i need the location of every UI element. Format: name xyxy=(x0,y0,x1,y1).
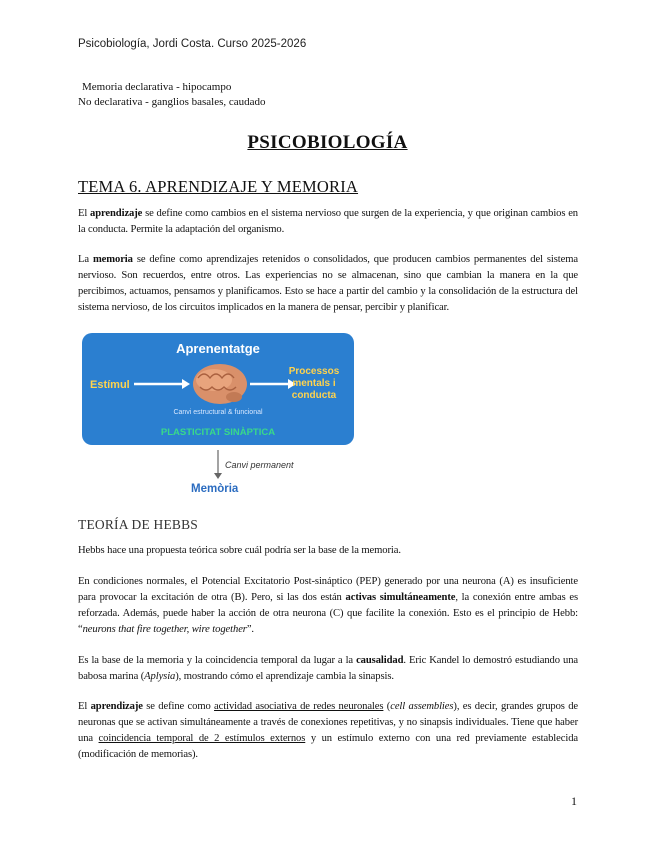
note-line-1: Memoria declarativa - hipocampo xyxy=(82,81,232,93)
diagram-plasticity-label: PLASTICITAT SINÀPTICA xyxy=(160,427,276,438)
page-title: PSICOBIOLOGÍA xyxy=(247,132,408,153)
paragraph-aprendizaje-asociativo: El aprendizaje se define como actividad asociativa de redes neuronales (cell assemblies), es decir, grandes grupos de neuronas que se activan simultáneamente a través de conexiones repetitivas, y no sinapsis individuales. Tiene que haber una coincidencia temporal de 2 estímulos externos y un estímulo externo con una red previamente establecida (modificación de memorias). xyxy=(78,701,579,760)
diagram-input-label: Estímul xyxy=(90,379,130,391)
paragraph-pep: En condiciones normales, el Potencial Excitatorio Post-sináptico (PEP) generado por una neurona (A) es insuficiente para provocar la excitación de otra (B). Pero, si las dos están activas simultáneamente, la conexión entre ambas es reforzada. Además, puede haber la acción de otra neurona (C) que facilite la conexión. Esto es el principio de Hebb: “neurons that fire together, wire together”. xyxy=(78,576,579,635)
notes xyxy=(78,80,266,110)
paragraph-hebbs-intro: Hebbs hace una propuesta teórica sobre cuál podría ser la base de la memoria. xyxy=(78,545,401,556)
learning-diagram xyxy=(82,333,354,498)
arrow-down-icon xyxy=(82,333,354,498)
diagram-title: Aprenentatge xyxy=(176,341,260,356)
paragraph-memoria: La memoria se define como aprendizajes retenidos o consolidados, que producen cambios permanentes del sistema nervioso. Son recuerdos, entre otros. Las experiencias no se almacenan, sino que cambian la manera en la que percibimos, actuamos, pensamos y planificamos. Esto se hace a partir del cambio y la consolidación de la estructura del sistema nervioso, de los circuitos implicados en la manera de pensar, percibir y planificar. xyxy=(78,254,578,313)
note-line-2: No declarativa - ganglios basales, caudado xyxy=(78,96,266,108)
diagram-output-label: Processos mentals i conducta xyxy=(288,366,340,401)
hebbs-heading: TEORÍA DE HEBBS xyxy=(78,517,199,532)
section-title: TEMA 6. APRENDIZAJE Y MEMORIA xyxy=(78,177,359,196)
diagram-memory-label: Memòria xyxy=(191,483,239,495)
paragraph-causalidad: Es la base de la memoria y la coincidencia temporal da lugar a la causalidad. Eric Kandel lo demostró estudiando una babosa marina (Aplysia), mostrando cómo el aprendizaje cambia la sinapsis. xyxy=(78,655,578,682)
paragraph-aprendizaje: El aprendizaje se define como cambios en el sistema nervioso que surgen de la experiencia, y que originan cambios en la conducta. Permite la adaptación del organismo. xyxy=(78,208,578,235)
diagram-permanent-label: Canvi permanent xyxy=(225,460,294,470)
diagram-change-label: Canvi estructural & funcional xyxy=(173,409,263,416)
page-number: 1 xyxy=(571,794,577,808)
page-header: Psicobiología, Jordi Costa. Curso 2025-2026 xyxy=(78,38,307,50)
